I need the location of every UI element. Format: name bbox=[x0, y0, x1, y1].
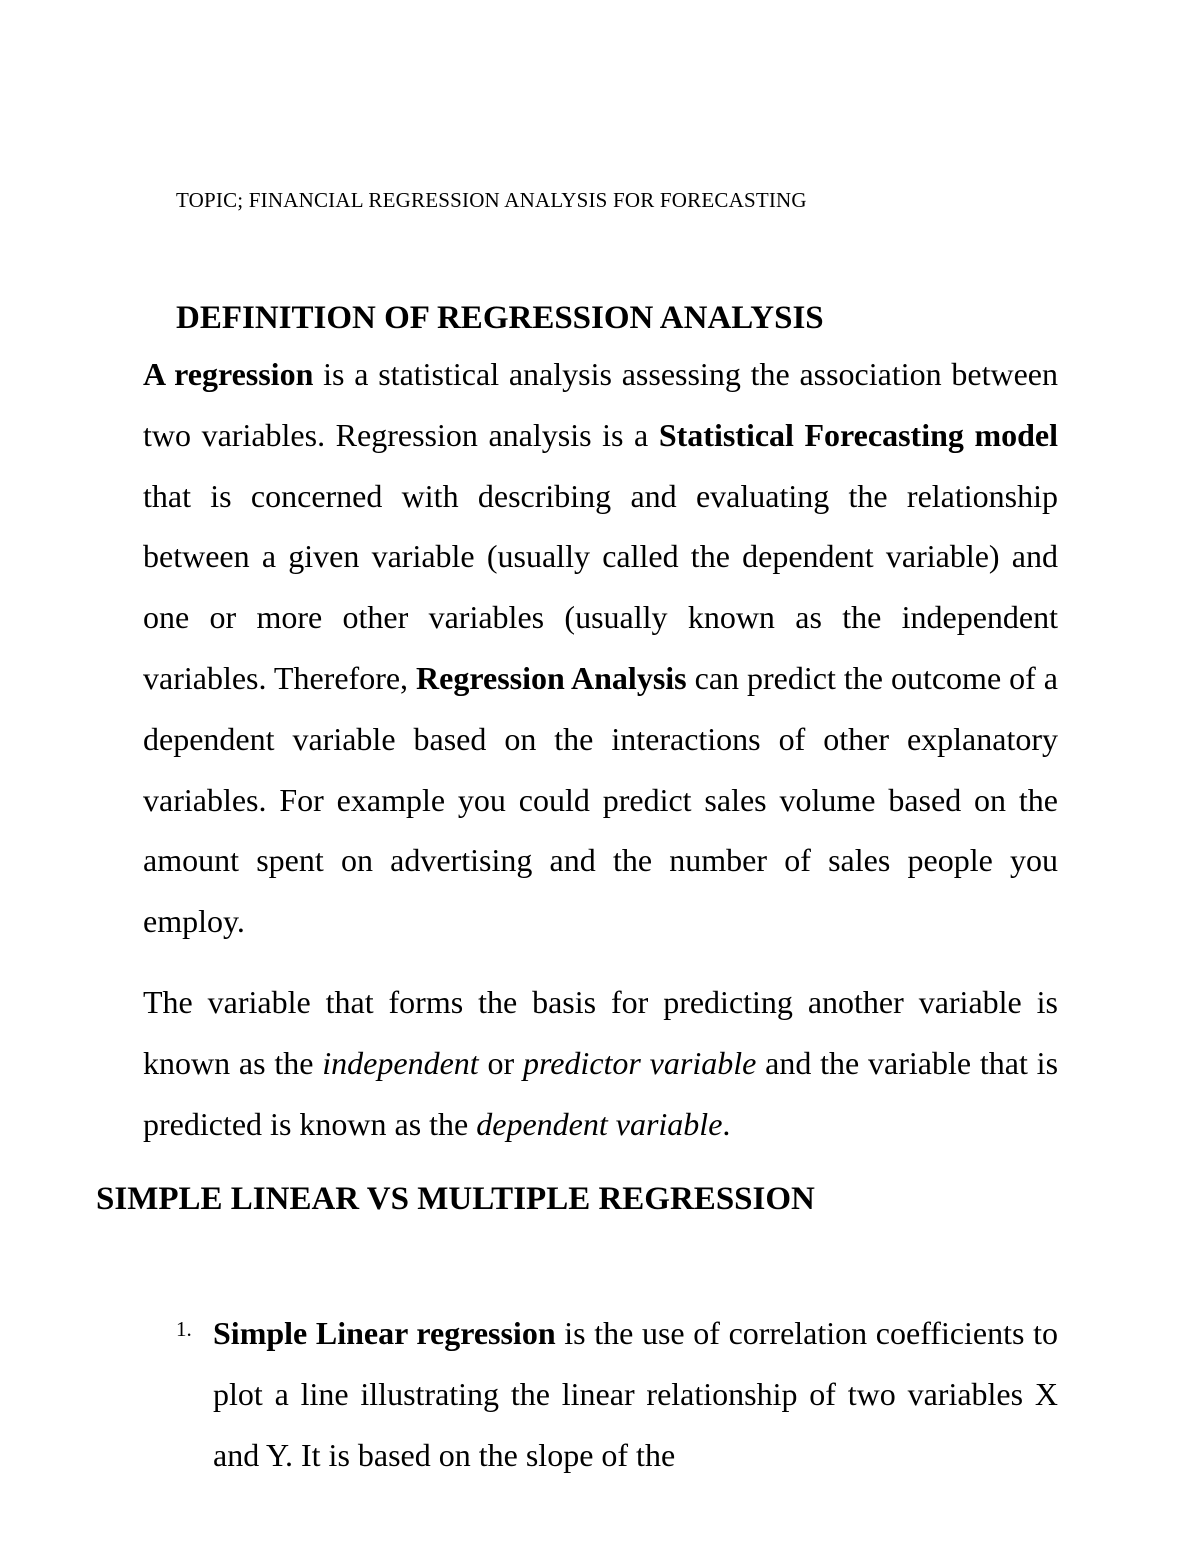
paragraph-text: . bbox=[722, 1106, 731, 1142]
term-dependent-variable: dependent variable bbox=[476, 1106, 723, 1142]
paragraph-text: is a statistical analysis assessing the association between two variables. Regression analysis is a bbox=[143, 356, 1059, 453]
simple-vs-multiple-heading: SIMPLE LINEAR VS MULTIPLE REGRESSION bbox=[96, 1181, 815, 1217]
paragraph-text: that is concerned with describing and evaluating the relationship between a given variable (usually called the dependent variable) and one or more other variables (usually known as the independent variables. Therefore, bbox=[143, 477, 1058, 696]
paragraph-text: and the variable that is predicted is known as the bbox=[143, 1045, 1059, 1142]
term-simple-linear-regression: Simple Linear regression bbox=[213, 1315, 556, 1351]
term-regression: A regression bbox=[143, 356, 314, 392]
definition-paragraph bbox=[143, 344, 1058, 952]
list-item-text bbox=[213, 1303, 1058, 1486]
definition-heading: DEFINITION OF REGRESSION ANALYSIS bbox=[176, 300, 824, 336]
variables-paragraph bbox=[143, 972, 1058, 1155]
term-regression-analysis: Regression Analysis bbox=[416, 659, 687, 696]
paragraph-text: or bbox=[478, 1045, 523, 1081]
term-predictor-variable: predictor variable bbox=[522, 1045, 757, 1081]
paragraph-text: is the use of correlation coefficients to plot a line illustrating the linear relationship of two variables X and Y. It is based on the slope of the bbox=[213, 1315, 1059, 1473]
term-independent: independent bbox=[322, 1045, 479, 1081]
term-statistical-forecasting-model: Statistical Forecasting model bbox=[658, 416, 1059, 453]
paragraph-text: can predict the outcome of a dependent variable based on the interactions of other explanatory variables. For example you could predict sales volume based on the amount spent on advertising and the number of sales people you employ. bbox=[143, 659, 1058, 940]
document-topic: TOPIC; FINANCIAL REGRESSION ANALYSIS FOR FORECASTING bbox=[176, 188, 807, 212]
list-item-number: 1. bbox=[176, 1317, 192, 1341]
paragraph-text: The variable that forms the basis for predicting another variable is known as the bbox=[143, 984, 1058, 1081]
